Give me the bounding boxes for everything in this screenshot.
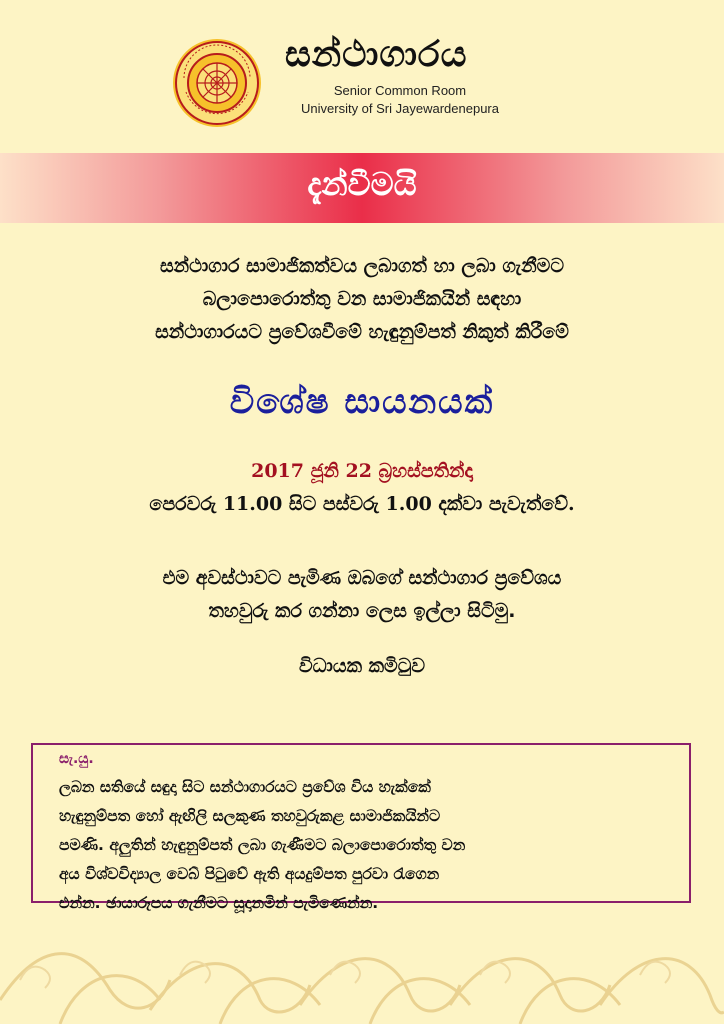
intro-line: සන්ථාගාර සාමාජිකත්වය ලබාගත් හා ලබා ගැනීමට xyxy=(160,255,564,277)
note-line: පමණි. අලුතින් හැඳුනුම්පත් ලබා ගැණීමට බලාපොරොත්තු වන xyxy=(59,836,466,854)
note-line: අය විශ්වවිද්‍යාල වෙබ් පිටුවේ ඇති අයදුම්පත පුරවා රැගෙන xyxy=(59,865,440,883)
subtitle-senior-common-room: Senior Common Room xyxy=(333,83,467,98)
request-paragraph xyxy=(0,562,724,628)
signature-committee: විධායක කමිටුව xyxy=(298,655,426,677)
intro-line: සන්ථාගාරයට ප්‍රවේශවීමේ හැඳුනුම්පත් නිකුත් කිරීමේ xyxy=(155,321,569,343)
request-line: තහවුරු කර ගන්නා ලෙස ඉල්ලා සිටිමු. xyxy=(208,600,516,622)
note-label: සැ.යු. xyxy=(59,751,94,767)
note-box xyxy=(31,743,691,912)
request-line: එම අවස්ථාවට පැමිණ ඔබගේ සන්ථාගාර ප්‍රවේශය xyxy=(162,567,562,589)
note-line: හැඳුනුම්පත හෝ ඇඟිලි සලකුණ තහවුරුකළ සාමාජිකයින්ට xyxy=(59,807,441,825)
special-clinic-heading: විශේෂ සායනයක් xyxy=(229,382,495,422)
note-line: ලබන සතියේ සඳුදා සිට සන්ථාගාරයට ප්‍රවේශ විය හැක්කේ xyxy=(59,778,431,796)
event-time: පෙරවරු 11.00 සිට පස්වරු 1.00 දක්වා පැවැත්වේ. xyxy=(149,493,575,515)
note-body xyxy=(59,773,679,918)
subtitle-university: University of Sri Jayewardenepura xyxy=(301,101,499,116)
header xyxy=(0,0,724,140)
page-title: සන්ථාගාරය xyxy=(285,34,468,75)
decorative-border-ornament xyxy=(0,920,724,1024)
university-seal-logo xyxy=(172,38,262,128)
note-line: එන්න. ඡායාරූපය ගැනීමට සූදානමින් පැමිණෙන්න. xyxy=(59,894,379,912)
notice-banner xyxy=(0,153,724,223)
banner-title: දැන්වීමයි xyxy=(307,165,417,203)
intro-line: බලාපොරොත්තු වන සාමාජිකයින් සඳහා xyxy=(202,288,522,310)
intro-paragraph xyxy=(0,250,724,349)
event-date: 2017 ජූනි 22 බ්‍රහස්පතින්දා xyxy=(251,460,473,482)
